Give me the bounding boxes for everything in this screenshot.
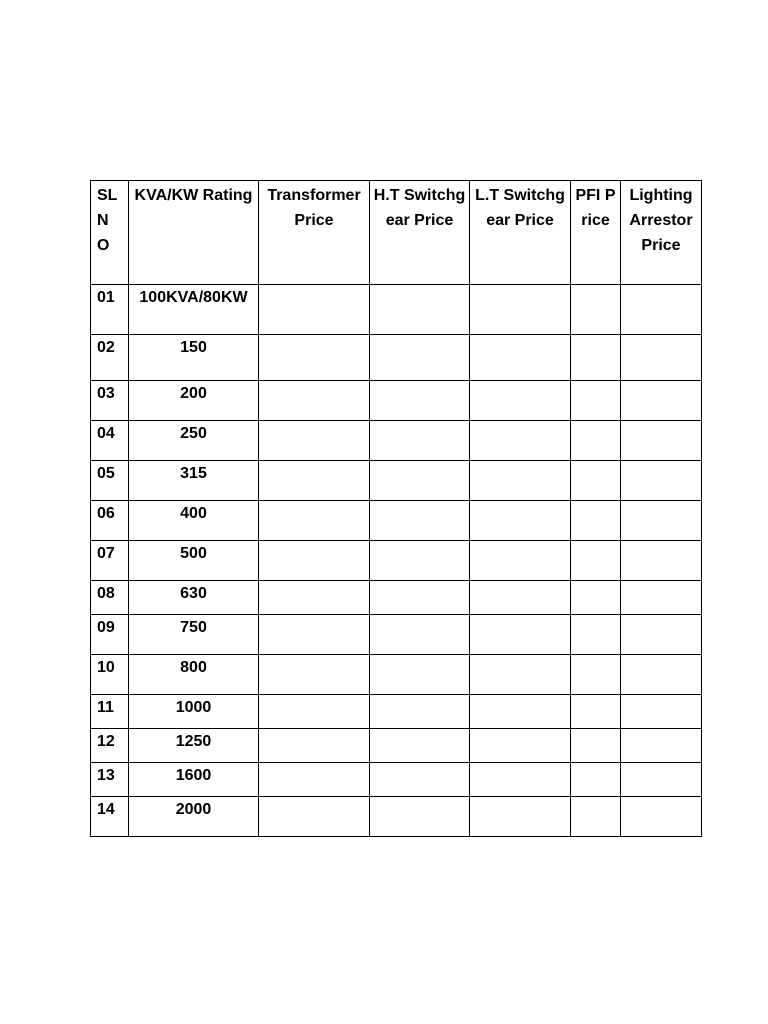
ht-switchgear-price-cell — [370, 381, 470, 421]
lightning-arrestor-price-cell — [621, 615, 702, 655]
header-row — [91, 181, 702, 285]
sl-cell: 11 — [91, 695, 129, 729]
table-row — [91, 615, 702, 655]
table-row — [91, 695, 702, 729]
ht-switchgear-price-cell — [370, 335, 470, 381]
header-rating: KVA/KW Rating — [129, 181, 259, 285]
sl-cell: 04 — [91, 421, 129, 461]
rating-cell: 500 — [129, 541, 259, 581]
table-row — [91, 729, 702, 763]
header-sl-no: SL N O — [91, 181, 129, 285]
lt-switchgear-price-cell — [470, 461, 571, 501]
rating-cell: 800 — [129, 655, 259, 695]
lightning-arrestor-price-cell — [621, 285, 702, 335]
table-row — [91, 421, 702, 461]
sl-cell: 01 — [91, 285, 129, 335]
header-transformer-price: Transformer Price — [259, 181, 370, 285]
rating-cell: 1250 — [129, 729, 259, 763]
ht-switchgear-price-cell — [370, 421, 470, 461]
pfi-price-cell — [571, 763, 621, 797]
lightning-arrestor-price-cell — [621, 729, 702, 763]
rating-cell: 1000 — [129, 695, 259, 729]
ht-switchgear-price-cell — [370, 285, 470, 335]
header-pfi-price: PFI Price — [571, 181, 621, 285]
lt-switchgear-price-cell — [470, 581, 571, 615]
sl-cell: 13 — [91, 763, 129, 797]
lightning-arrestor-price-cell — [621, 461, 702, 501]
transformer-price-cell — [259, 615, 370, 655]
table-row — [91, 655, 702, 695]
pfi-price-cell — [571, 615, 621, 655]
sl-cell: 02 — [91, 335, 129, 381]
transformer-price-cell — [259, 797, 370, 837]
header-ht-switchgear-price: H.T Switchgear Price — [370, 181, 470, 285]
lt-switchgear-price-cell — [470, 797, 571, 837]
ht-switchgear-price-cell — [370, 461, 470, 501]
pfi-price-cell — [571, 729, 621, 763]
lightning-arrestor-price-cell — [621, 581, 702, 615]
sl-cell: 14 — [91, 797, 129, 837]
table-row — [91, 461, 702, 501]
lightning-arrestor-price-cell — [621, 381, 702, 421]
table-row — [91, 335, 702, 381]
lt-switchgear-price-cell — [470, 501, 571, 541]
sl-cell: 06 — [91, 501, 129, 541]
lightning-arrestor-price-cell — [621, 421, 702, 461]
ht-switchgear-price-cell — [370, 655, 470, 695]
transformer-price-cell — [259, 581, 370, 615]
ht-switchgear-price-cell — [370, 763, 470, 797]
table-header — [91, 181, 702, 285]
transformer-price-cell — [259, 501, 370, 541]
price-table — [90, 180, 702, 837]
lt-switchgear-price-cell — [470, 695, 571, 729]
pfi-price-cell — [571, 335, 621, 381]
lightning-arrestor-price-cell — [621, 541, 702, 581]
lightning-arrestor-price-cell — [621, 797, 702, 837]
rating-cell: 315 — [129, 461, 259, 501]
lightning-arrestor-price-cell — [621, 501, 702, 541]
lt-switchgear-price-cell — [470, 381, 571, 421]
lt-switchgear-price-cell — [470, 729, 571, 763]
ht-switchgear-price-cell — [370, 695, 470, 729]
lightning-arrestor-price-cell — [621, 695, 702, 729]
table-row — [91, 285, 702, 335]
table-row — [91, 797, 702, 837]
ht-switchgear-price-cell — [370, 541, 470, 581]
lightning-arrestor-price-cell — [621, 763, 702, 797]
transformer-price-cell — [259, 335, 370, 381]
rating-cell: 1600 — [129, 763, 259, 797]
lt-switchgear-price-cell — [470, 615, 571, 655]
rating-cell: 200 — [129, 381, 259, 421]
ht-switchgear-price-cell — [370, 729, 470, 763]
pfi-price-cell — [571, 461, 621, 501]
lt-switchgear-price-cell — [470, 655, 571, 695]
rating-cell: 100KVA/80KW — [129, 285, 259, 335]
lt-switchgear-price-cell — [470, 541, 571, 581]
lt-switchgear-price-cell — [470, 763, 571, 797]
transformer-price-cell — [259, 381, 370, 421]
lt-switchgear-price-cell — [470, 335, 571, 381]
lt-switchgear-price-cell — [470, 421, 571, 461]
rating-cell: 250 — [129, 421, 259, 461]
lightning-arrestor-price-cell — [621, 335, 702, 381]
table-row — [91, 381, 702, 421]
sl-cell: 09 — [91, 615, 129, 655]
ht-switchgear-price-cell — [370, 797, 470, 837]
pfi-price-cell — [571, 695, 621, 729]
rating-cell: 2000 — [129, 797, 259, 837]
transformer-price-cell — [259, 695, 370, 729]
table-row — [91, 501, 702, 541]
pfi-price-cell — [571, 421, 621, 461]
pfi-price-cell — [571, 797, 621, 837]
transformer-price-cell — [259, 655, 370, 695]
pfi-price-cell — [571, 655, 621, 695]
table-row — [91, 541, 702, 581]
sl-cell: 05 — [91, 461, 129, 501]
sl-cell: 07 — [91, 541, 129, 581]
rating-cell: 400 — [129, 501, 259, 541]
ht-switchgear-price-cell — [370, 501, 470, 541]
transformer-price-cell — [259, 729, 370, 763]
sl-cell: 12 — [91, 729, 129, 763]
header-lt-switchgear-price: L.T Switchgear Price — [470, 181, 571, 285]
transformer-price-cell — [259, 763, 370, 797]
header-lightning-arrestor-price: Lighting Arrestor Price — [621, 181, 702, 285]
transformer-price-cell — [259, 285, 370, 335]
table-row — [91, 763, 702, 797]
pfi-price-cell — [571, 381, 621, 421]
sl-cell: 10 — [91, 655, 129, 695]
pfi-price-cell — [571, 501, 621, 541]
table-row — [91, 581, 702, 615]
rating-cell: 630 — [129, 581, 259, 615]
lightning-arrestor-price-cell — [621, 655, 702, 695]
sl-cell: 08 — [91, 581, 129, 615]
sl-cell: 03 — [91, 381, 129, 421]
lt-switchgear-price-cell — [470, 285, 571, 335]
transformer-price-cell — [259, 541, 370, 581]
table-body — [91, 285, 702, 837]
transformer-price-cell — [259, 421, 370, 461]
rating-cell: 150 — [129, 335, 259, 381]
transformer-price-cell — [259, 461, 370, 501]
pfi-price-cell — [571, 285, 621, 335]
ht-switchgear-price-cell — [370, 615, 470, 655]
pfi-price-cell — [571, 541, 621, 581]
pfi-price-cell — [571, 581, 621, 615]
rating-cell: 750 — [129, 615, 259, 655]
ht-switchgear-price-cell — [370, 581, 470, 615]
